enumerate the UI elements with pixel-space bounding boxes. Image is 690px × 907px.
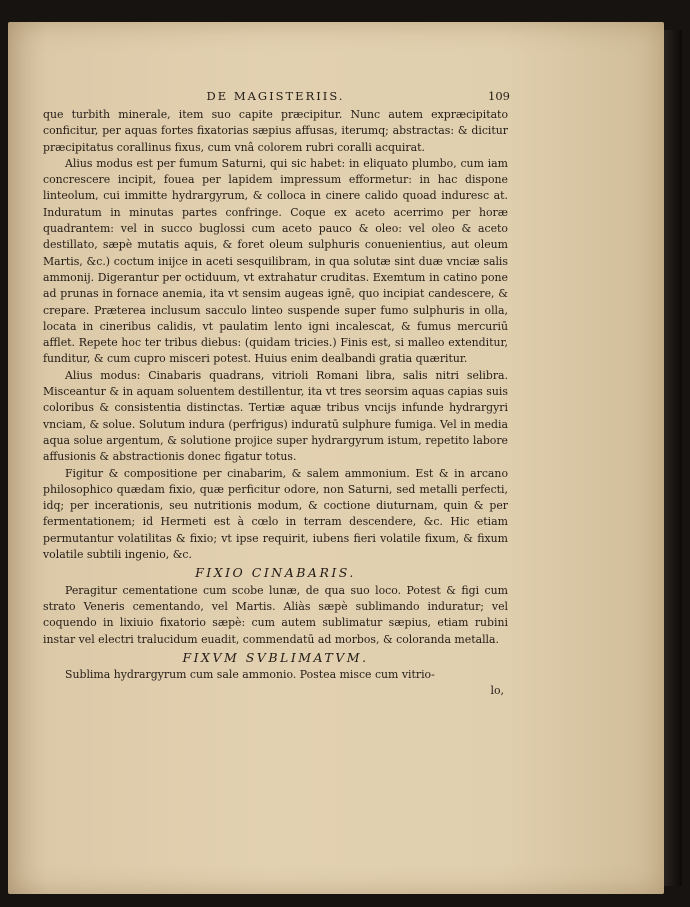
paragraph-alius-modus-saturni: Alius modus est per fumum Saturni, qui sic habet: in eliquato plumbo, cum iam concrescere incipit, fouea per lapidem impressum efformetur: in hac dispone linteolum, cui immitte hydrargyrum, & colloca in cinere calido quoad induresc at. Induratum in minutas partes confringe. Coque ex aceto acerrimo per horæ quadrantem: vel in succo buglossi cum aceto pauco & oleo: vel oleo & aceto destillato, sæpè mutatis aquis, & foret oleum sulphuris conuenientius, aut oleum Martis, &c.) coctum inijce in aceti sesquilibram, in qua solutæ sint duæ vnciæ salis ammonij. Digerantur per octiduum, vt extrahatur cruditas. Exemtum in catino pone ad prunas in fornace anemia, ita vt sensim augeas ignē, quo incipiat candescere, & crepare. Præterea inclusum sacculo linteo suspende super fumo sulphuris in olla, locata in cineribus calidis, vt paulatim lento igni incalescat, & fumus mercuriū afflet. Repete hoc ter tribus diebus: (quidam tricies.) Finis est, si malleo extenditur, funditur, & cum cupro misceri potest. Huius enim dealbandi gratia quæritur. <box>43 156 508 366</box>
paragraph-fixio-cinabaris: Peragitur cementatione cum scobe lunæ, de qua suo loco. Potest & figi cum strato Veneris cementando, vel Martis. Aliàs sæpè sublimando induratur; vel coquendo in lixiuio fixatorio sæpè: cum autem sublimatur sæpius, etiam rubini instar vel electri tralucidum euadit, commendatū ad morbos, & coloranda metalla. <box>43 583 508 646</box>
section-heading-fixum-sublimatum: FIXVM SVBLIMATVM. <box>182 649 369 665</box>
paragraph-continuation: que turbith minerale, item suo capite præcipitur. Nunc autem expræcipitato conficitur, per aquas fortes fixatorias sæpius affusas, iterumq; abstractas: & dicitur præcipitatus corallinus fixus, cum vnâ colorem rubri coralli acquirat. <box>43 108 508 154</box>
section-heading-fixio-cinabaris: FIXIO CINABARIS. <box>195 565 356 581</box>
book-page-edge <box>664 30 682 886</box>
paragraph-alius-modus-cinabaris: Alius modus: Cinabaris quadrans, vitrioli Romani libra, salis nitri selibra. Misceantur & in aquam soluentem destillentur, ita vt tres seorsim aquas capias suis coloribus & consistentia distinctas. Tertiæ aquæ tribus vncijs infunde hydrargyri vnciam, & solue. Solutum indura (perfrigus) induratū sulphure fumiga. Vel in media aqua solue argentum, & solutione projice super hydrargyrum istum, repetito labore affusionis & abstractionis donec figatur totus. <box>43 368 508 464</box>
catchword: lo, <box>490 684 504 698</box>
paragraph-figitur: Figitur & compositione per cinabarim, & salem ammonium. Est & in arcano philosophico quædam fixio, quæ perficitur odore, non Saturni, sed metalli perfecti, idq; per incerationis, seu nutritionis modum, & coctione diuturnam, quin & per fermentationem; id Hermeti est à cœlo in terram descendere, &c. Hic etiam permutantur volatilitas & fixio; vt ipse requirit, iubens fieri volatile fixum, & fixum volatile subtili ingenio, &c. <box>43 466 508 562</box>
page-text-block <box>43 88 508 700</box>
page-header <box>43 88 508 105</box>
running-head: DE MAGISTERIIS. <box>206 89 345 103</box>
paragraph-fixum-sublimatum: Sublima hydrargyrum cum sale ammonio. Postea misce cum vitrio- <box>65 668 435 682</box>
book-page <box>8 22 664 894</box>
page-number: 109 <box>488 89 510 103</box>
